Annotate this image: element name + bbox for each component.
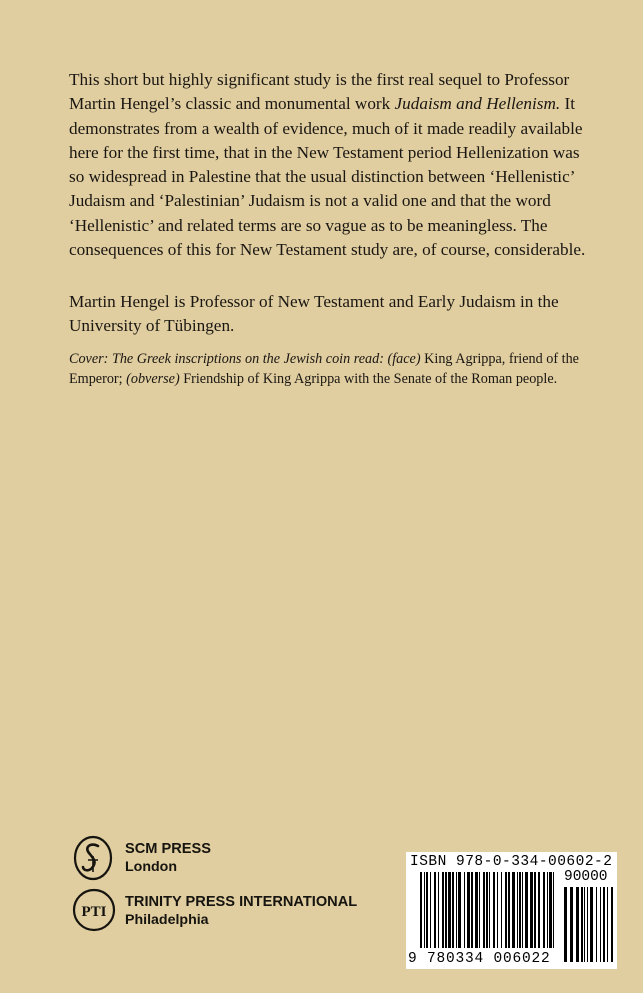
- isbn-label: ISBN 978-0-334-00602-2: [410, 854, 613, 870]
- cover-obverse-text: Friendship of King Agrippa with the Senate of the Roman people.: [179, 370, 558, 387]
- ean-bar: [505, 872, 507, 948]
- addon-bar: [603, 887, 605, 962]
- publisher-scm: [125, 840, 211, 876]
- addon-bar: [590, 887, 593, 962]
- addon-bar: [611, 887, 613, 962]
- ean-bar: [452, 872, 454, 948]
- ean-bar: [445, 872, 447, 948]
- publisher-scm-city: London: [125, 859, 177, 875]
- ean-bar: [530, 872, 533, 948]
- ean-bar: [426, 872, 428, 948]
- cover-note-lead: Cover: The Greek inscriptions on the Jewish coin read:: [69, 351, 388, 367]
- ean-bar: [512, 872, 515, 948]
- ean-digits: 9 780334 006022: [408, 951, 551, 967]
- ean-bar: [543, 872, 545, 948]
- publisher-tpi-city: Philadelphia: [125, 912, 209, 928]
- ean-bar: [471, 872, 473, 948]
- svg-text:PTI: PTI: [81, 904, 107, 920]
- publisher-tpi-name: TRINITY PRESS INTERNATIONAL: [125, 894, 358, 910]
- ean-bar: [538, 872, 540, 948]
- ean-bar: [434, 872, 436, 948]
- addon-bar: [564, 887, 567, 962]
- ean-bar: [438, 872, 439, 948]
- blurb-text-start: This short but highly significant study is the first real sequel to Professor Martin Hengel’s classic and monumental work: [69, 70, 570, 114]
- cover-note: [69, 350, 589, 389]
- addon-bar: [570, 887, 573, 962]
- tpi-logo: [71, 887, 117, 933]
- ean-bar: [522, 872, 523, 948]
- blurb-text-end: It demonstrates from a wealth of evidence, much of it made readily available here for the first time, that in the New Testament period Hellenization was so widespread in Palestine that the usual distinction between ‘Hellenistic’ Judaism and ‘Palestinian’ Judaism is not a valid one and that the word ‘Hellenistic’ and related terms are so vague as to be meaningless. The consequences of this for New Testament study are, of course, considerable.: [69, 94, 586, 260]
- publisher-tpi: [125, 893, 357, 929]
- scm-press-logo: [71, 834, 115, 882]
- addon-bar: [596, 887, 597, 962]
- addon-bar: [607, 887, 608, 962]
- price-addon-number: 90000: [564, 869, 608, 885]
- isbn-barcode: [406, 852, 617, 969]
- publisher-scm-name: SCM PRESS: [125, 841, 211, 857]
- cover-face-text: King Agrippa, friend of the Emperor;: [69, 351, 579, 387]
- ean-bar: [519, 872, 521, 948]
- ean-bar: [489, 872, 490, 948]
- blurb-paragraph: [69, 68, 589, 262]
- cover-face-label: (face): [387, 351, 421, 367]
- author-note: Martin Hengel is Professor of New Testament and Early Judaism in the University of Tübingen.: [69, 292, 559, 336]
- ean-bar: [486, 872, 488, 948]
- ean-bar: [458, 872, 461, 948]
- ean-bar: [493, 872, 495, 948]
- addon-bar: [581, 887, 583, 962]
- ean-bar: [475, 872, 478, 948]
- ean-bar: [456, 872, 457, 948]
- cover-obverse-label: (obverse): [126, 370, 180, 387]
- ean-bar: [430, 872, 431, 948]
- addon-bar: [587, 887, 588, 962]
- ean-bar: [553, 872, 554, 948]
- ean-bar: [464, 872, 465, 948]
- addon-bar: [600, 887, 601, 962]
- ean-bar: [534, 872, 536, 948]
- addon-bar: [576, 887, 579, 962]
- ean-bar: [420, 872, 422, 948]
- ean-bar: [442, 872, 444, 948]
- ean-bar: [547, 872, 548, 948]
- ean-bar: [517, 872, 518, 948]
- blurb-book-title: Judaism and Hellenism.: [394, 94, 561, 114]
- ean-bar: [501, 872, 502, 948]
- ean-bar: [483, 872, 485, 948]
- ean-bar: [448, 872, 451, 948]
- ean-bar: [424, 872, 425, 948]
- ean-bar: [497, 872, 498, 948]
- ean-bar: [549, 872, 552, 948]
- ean-bar: [479, 872, 480, 948]
- ean-bar: [525, 872, 528, 948]
- addon-bar: [584, 887, 585, 962]
- ean-bar: [467, 872, 470, 948]
- ean-bar: [508, 872, 510, 948]
